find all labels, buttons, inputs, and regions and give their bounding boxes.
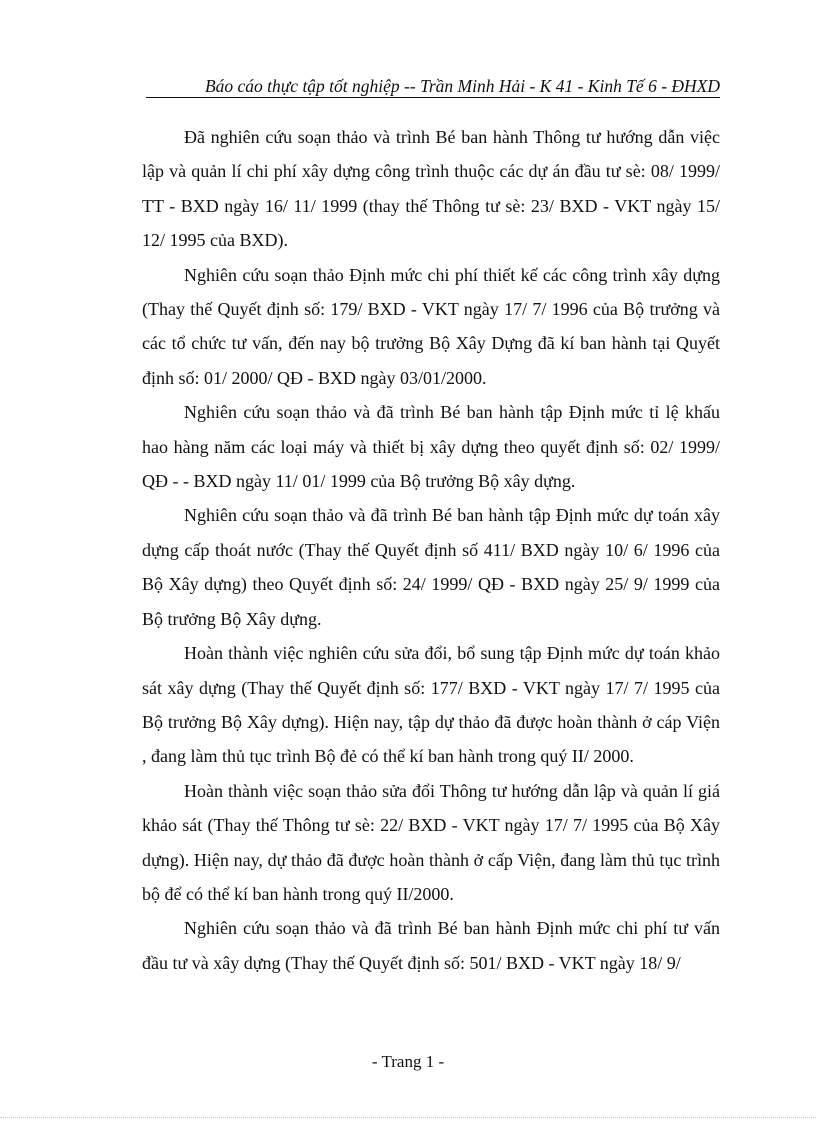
page-header: Báo cáo thực tập tốt nghiệp -- Trần Minh Hải - K 41 - Kinh Tế 6 - ĐHXD [204,76,720,96]
paragraph: Hoàn thành việc nghiên cứu sửa đổi, bổ sung tập Định mức dự toán khảo sát xây dựng (Thay thế Quyết định số: 177/ BXD - VKT ngày 17/ 7/ 1995 của Bộ trưởng Bộ Xây dựng). Hiện nay, tập dự thảo đã được hoàn thành ở cáp Viện , đang làm thủ tục trình Bộ đẻ có thể kí ban hành trong quý II/ 2000. [142,643,720,767]
bottom-border [0,1117,816,1118]
paragraph: Đã nghiên cứu soạn thảo và trình Bé ban hành Thông tư hướng dẫn việc lập và quản lí chi phí xây dựng công trình thuộc các dự án đầu tư sè: 08/ 1999/ TT - BXD ngày 16/ 11/ 1999 (thay thế Thông tư sè: 23/ BXD - VKT ngày 15/ 12/ 1995 của BXD). [142,127,720,251]
paragraph: Nghiên cứu soạn thảo Định mức chi phí thiết kế các công trình xây dựng (Thay thế Quyết định số: 179/ BXD - VKT ngày 17/ 7/ 1996 của Bộ trưởng và các tổ chức tư vấn, đến nay bộ trưởng Bộ Xây Dựng đã kí ban hành tại Quyết định số: 01/ 2000/ QĐ - BXD ngày 03/01/2000. [142,264,720,388]
paragraph: Nghiên cứu soạn thảo và đã trình Bé ban hành tập Định mức tỉ lệ khấu hao hàng năm các loại máy và thiết bị xây dựng theo quyết định số: 02/ 1999/ QĐ - - BXD ngày 11/ 01/ 1999 của Bộ trưởng Bộ xây dựng. [142,402,720,492]
paragraph: Hoàn thành việc soạn thảo sửa đổi Thông tư hướng dẫn lập và quản lí giá khảo sát (Thay thế Thông tư sè: 22/ BXD - VKT ngày 17/ 7/ 1995 của Bộ Xây dựng). Hiện nay, dự thảo đã được hoàn thành ở cấp Viện, đang làm thủ tục trình bộ để có thể kí ban hành trong quý II/2000. [142,780,720,904]
paragraph: Nghiên cứu soạn thảo và đã trình Bé ban hành tập Định mức dự toán xây dựng cấp thoát nước (Thay thế Quyết định số 411/ BXD ngày 10/ 6/ 1996 của Bộ Xây dựng) theo Quyết định số: 24/ 1999/ QĐ - BXD ngày 25/ 9/ 1999 của Bộ trưởng Bộ Xây dựng. [142,505,720,629]
header-divider [146,97,720,98]
paragraph: Nghiên cứu soạn thảo và đã trình Bé ban hành Định mức chi phí tư vấn đầu tư và xây dựng (Thay thế Quyết định số: 501/ BXD - VKT ngày 18/ 9/ [142,918,720,973]
page-number: - Trang 1 - [371,1052,445,1071]
document-body [142,120,720,980]
